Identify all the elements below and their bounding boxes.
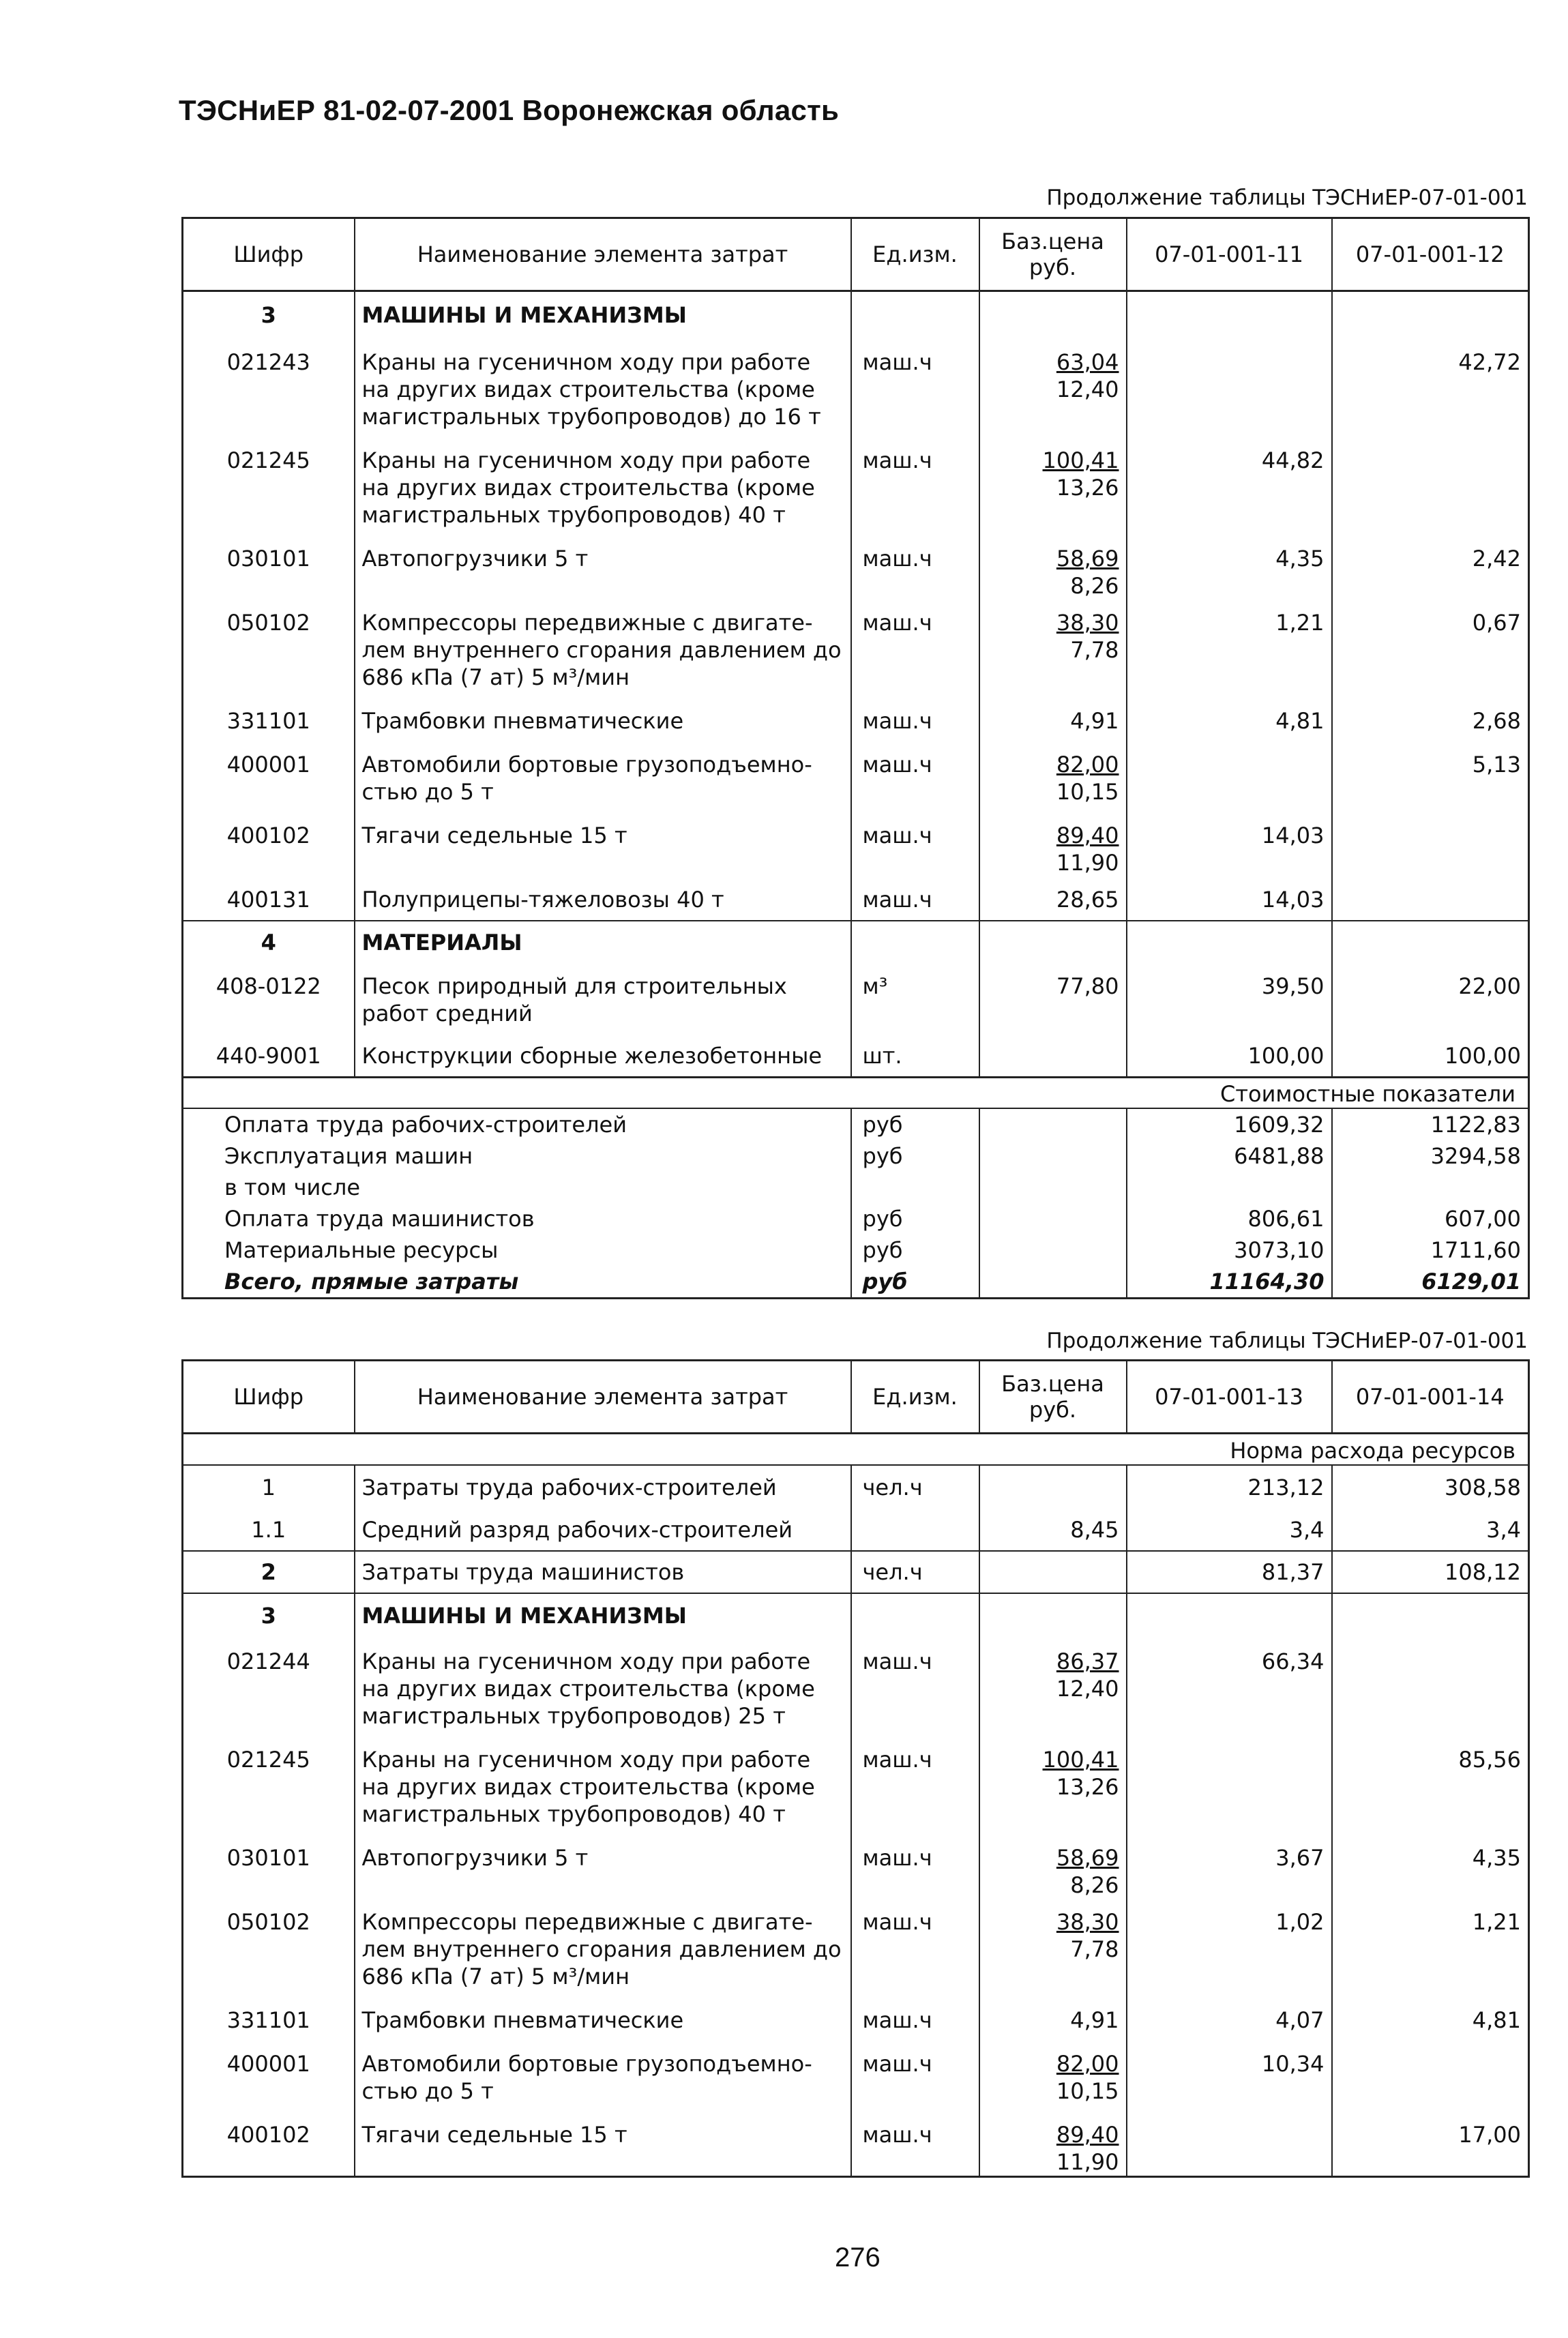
row-code: 400102 (226, 822, 310, 848)
header-col-a: 07-01-001-13 (1127, 1361, 1332, 1434)
table-row (183, 600, 1529, 698)
row-code: 021245 (226, 1746, 310, 1773)
row-code: 1.1 (251, 1516, 286, 1543)
row-unit: маш.ч (851, 1638, 979, 1736)
row-price (979, 1551, 1127, 1593)
cost-price (979, 1108, 1127, 1140)
section-row (183, 291, 1529, 339)
row-price: 89,40 (1056, 822, 1119, 848)
table-row (183, 535, 1529, 600)
section-number: 4 (183, 921, 355, 964)
row-name: Автопогрузчики 5 т (355, 535, 851, 600)
row-name: Краны на гусеничном ходу при работе на других видах строительства (кроме магистральных трубопроводов) до 16 т (355, 339, 851, 437)
row-price-secondary: 8,26 (1070, 572, 1119, 599)
table-row (183, 812, 1529, 876)
row-value-a: 66,34 (1127, 1638, 1332, 1736)
row-price-secondary: 13,26 (1056, 1773, 1119, 1800)
row-price-cell (979, 535, 1127, 600)
row-unit: маш.ч (851, 1997, 979, 2041)
table-row (183, 1638, 1529, 1736)
row-name: Песок природный для строительных работ средний (355, 964, 851, 1034)
cost-unit: руб (851, 1140, 979, 1172)
cost-unit: руб (851, 1234, 979, 1266)
row-price-secondary: 12,40 (1056, 376, 1119, 402)
row-price-cell (979, 339, 1127, 437)
table2-machines-body (183, 1638, 1529, 2177)
row-price-secondary: 10,15 (1056, 2077, 1119, 2104)
cost-unit: руб (851, 1203, 979, 1234)
cost-name: Оплата труда машинистов (224, 1206, 535, 1232)
section-title: МАШИНЫ И МЕХАНИЗМЫ (355, 1593, 851, 1638)
row-value-b: 4,35 (1332, 1835, 1529, 1899)
row-price: 8,45 (979, 1508, 1127, 1551)
row-value-b: 3,4 (1332, 1508, 1529, 1551)
table-row (183, 1997, 1529, 2041)
table-row (183, 1899, 1529, 1997)
cost-price (979, 1234, 1127, 1266)
row-name: Автомобили бортовые грузоподъемно-стью до 5 т (355, 2041, 851, 2112)
row-value-a: 4,07 (1127, 1997, 1332, 2041)
section-title: МАТЕРИАЛЫ (355, 921, 851, 964)
row-value-a: 1,21 (1127, 600, 1332, 698)
cost-price (979, 1203, 1127, 1234)
table-row (183, 1465, 1529, 1508)
cost-unit: руб (851, 1108, 979, 1140)
row-value-b (1332, 812, 1529, 876)
cost-unit (851, 1172, 979, 1203)
table-row (183, 1736, 1529, 1835)
row-price: 82,00 (1056, 2050, 1119, 2077)
row-code: 400131 (226, 886, 310, 913)
row-price-cell (979, 812, 1127, 876)
norm-label-row (183, 1434, 1529, 1465)
row-unit: маш.ч (851, 535, 979, 600)
header-col-a: 07-01-001-11 (1127, 218, 1332, 291)
cost-row (183, 1234, 1529, 1266)
row-price: 28,65 (1056, 886, 1119, 913)
row-value-b: 4,81 (1332, 1997, 1529, 2041)
cost-row (183, 1203, 1529, 1234)
row-code: 331101 (226, 2007, 310, 2033)
row-price: 38,30 (1056, 1908, 1119, 1935)
row-price-cell (979, 2112, 1127, 2177)
row-price-cell (979, 437, 1127, 535)
cost-value-b (1332, 1172, 1529, 1203)
row-value-a: 39,50 (1127, 964, 1332, 1034)
row-price: 4,91 (1070, 2007, 1119, 2033)
row-price-cell (979, 1899, 1127, 1997)
table-row (183, 339, 1529, 437)
row-unit: маш.ч (851, 698, 979, 741)
row-unit: м³ (851, 964, 979, 1034)
page-title: ТЭСНиЕР 81-02-07-2001 Воронежская область (179, 94, 840, 126)
cost-value-a (1127, 1172, 1332, 1203)
row-unit: маш.ч (851, 2041, 979, 2112)
header-price: Баз.цена руб. (979, 218, 1127, 291)
row-price-cell (979, 1997, 1127, 2041)
row-unit: маш.ч (851, 812, 979, 876)
row-name: Тягачи седельные 15 т (355, 812, 851, 876)
row-price-secondary: 7,78 (1070, 636, 1119, 663)
norm-label: Норма расхода ресурсов (183, 1434, 1529, 1465)
row-name: Тягачи седельные 15 т (355, 2112, 851, 2177)
cost-value-a: 3073,10 (1127, 1234, 1332, 1266)
row-code: 050102 (226, 1908, 310, 1935)
row-unit: маш.ч (851, 876, 979, 921)
table-row (183, 1508, 1529, 1551)
table-row (183, 437, 1529, 535)
row-value-b: 0,67 (1332, 600, 1529, 698)
cost-value-a: 11164,30 (1127, 1266, 1332, 1299)
row-value-a: 14,03 (1127, 812, 1332, 876)
row-code: 050102 (226, 609, 310, 636)
header-unit: Ед.изм. (851, 218, 979, 291)
table-header-row (183, 218, 1529, 291)
row-price-secondary: 10,15 (1056, 778, 1119, 805)
cost-value-a: 1609,32 (1127, 1108, 1332, 1140)
row-value-b (1332, 876, 1529, 921)
row-price: 77,80 (979, 964, 1127, 1034)
row-price-cell (979, 876, 1127, 921)
machinist-labor-row (183, 1551, 1529, 1593)
row-unit (851, 1508, 979, 1551)
row-unit: чел.ч (851, 1551, 979, 1593)
table2-labor-body (183, 1465, 1529, 1551)
row-price-cell (979, 1835, 1127, 1899)
row-price: 86,37 (1056, 1648, 1119, 1674)
row-price-secondary: 7,78 (1070, 1936, 1119, 1962)
row-price: 82,00 (1056, 751, 1119, 778)
row-value-b: 17,00 (1332, 2112, 1529, 2177)
table1-continuation-label: Продолжение таблицы ТЭСНиЕР-07-01-001 (1046, 186, 1528, 210)
row-value-b: 108,12 (1332, 1551, 1529, 1593)
cost-value-b: 607,00 (1332, 1203, 1529, 1234)
row-name: Затраты труда машинистов (355, 1551, 851, 1593)
row-unit: маш.ч (851, 1899, 979, 1997)
row-name: Краны на гусеничном ходу при работе на других видах строительства (кроме магистральных трубопроводов) 25 т (355, 1638, 851, 1736)
section-number: 3 (183, 291, 355, 339)
row-name: Полуприцепы-тяжеловозы 40 т (355, 876, 851, 921)
row-unit: маш.ч (851, 437, 979, 535)
table1-machines-body (183, 339, 1529, 921)
row-name: Автопогрузчики 5 т (355, 1835, 851, 1899)
cost-unit: руб (851, 1266, 979, 1299)
header-name: Наименование элемента затрат (355, 1361, 851, 1434)
row-name: Компрессоры передвижные с двигате-лем внутреннего сгорания давлением до 686 кПа (7 ат) 5 м³/мин (355, 600, 851, 698)
row-value-a: 3,4 (1127, 1508, 1332, 1551)
row-value-a: 1,02 (1127, 1899, 1332, 1997)
row-price-cell (979, 600, 1127, 698)
table-row (183, 1034, 1529, 1078)
row-price: 58,69 (1056, 1844, 1119, 1871)
table-row (183, 964, 1529, 1034)
row-value-a: 213,12 (1127, 1465, 1332, 1508)
cost-price (979, 1266, 1127, 1299)
section-row (183, 921, 1529, 964)
header-price: Баз.цена руб. (979, 1361, 1127, 1434)
row-unit: шт. (851, 1034, 979, 1078)
row-price: 4,91 (1070, 707, 1119, 734)
row-value-b: 2,42 (1332, 535, 1529, 600)
row-price-cell (979, 1638, 1127, 1736)
row-price-secondary: 12,40 (1056, 1675, 1119, 1702)
row-code: 408-0122 (216, 973, 321, 999)
cost-name: Эксплуатация машин (224, 1143, 473, 1169)
section-title: МАШИНЫ И МЕХАНИЗМЫ (355, 291, 851, 339)
row-name: Трамбовки пневматические (355, 698, 851, 741)
row-value-a: 4,35 (1127, 535, 1332, 600)
row-value-b: 308,58 (1332, 1465, 1529, 1508)
row-value-b: 85,56 (1332, 1736, 1529, 1835)
row-value-b: 5,13 (1332, 741, 1529, 812)
header-unit: Ед.изм. (851, 1361, 979, 1434)
cost-price (979, 1172, 1127, 1203)
row-price: 100,41 (1042, 447, 1119, 473)
row-code: 030101 (226, 545, 310, 572)
row-value-a: 3,67 (1127, 1835, 1332, 1899)
cost-value-b: 6129,01 (1332, 1266, 1529, 1299)
cost-value-b: 1122,83 (1332, 1108, 1529, 1140)
table1-costs-body (183, 1108, 1529, 1299)
row-value-b: 2,68 (1332, 698, 1529, 741)
row-name: Конструкции сборные железобетонные (355, 1034, 851, 1078)
cost-value-a: 806,61 (1127, 1203, 1332, 1234)
table-row (183, 2112, 1529, 2177)
row-code: 1 (183, 1465, 355, 1508)
row-code: 440-9001 (216, 1042, 321, 1069)
row-value-b (1332, 2041, 1529, 2112)
cost-name: Всего, прямые затраты (224, 1269, 519, 1294)
table-row (183, 741, 1529, 812)
row-name: Краны на гусеничном ходу при работе на других видах строительства (кроме магистральных трубопроводов) 40 т (355, 1736, 851, 1835)
table-row (183, 876, 1529, 921)
table-row (183, 698, 1529, 741)
resource-table-1 (181, 217, 1530, 1299)
row-name: Затраты труда рабочих-строителей (355, 1465, 851, 1508)
section-row (183, 1593, 1529, 1638)
cost-value-b: 3294,58 (1332, 1140, 1529, 1172)
row-unit: маш.ч (851, 1835, 979, 1899)
row-price-secondary: 11,90 (1056, 2148, 1119, 2175)
cost-name: в том числе (224, 1174, 360, 1200)
cost-row (183, 1172, 1529, 1203)
cost-label: Стоимостные показатели (183, 1077, 1529, 1108)
cost-name: Материальные ресурсы (224, 1237, 499, 1263)
row-value-b (1332, 437, 1529, 535)
cost-name: Оплата труда рабочих-строителей (224, 1112, 627, 1138)
cost-row (183, 1266, 1529, 1299)
row-code: 2 (183, 1551, 355, 1593)
cost-value-a: 6481,88 (1127, 1140, 1332, 1172)
cost-price (979, 1140, 1127, 1172)
cost-value-b: 1711,60 (1332, 1234, 1529, 1266)
row-code: 400102 (226, 2121, 310, 2148)
header-col-b: 07-01-001-12 (1332, 218, 1529, 291)
row-price (979, 1465, 1127, 1508)
row-value-b (1332, 1638, 1529, 1736)
row-unit: чел.ч (851, 1465, 979, 1508)
row-code: 021244 (226, 1648, 310, 1674)
row-name: Автомобили бортовые грузоподъемно-стью до 5 т (355, 741, 851, 812)
row-code: 021243 (226, 349, 310, 375)
row-value-a: 44,82 (1127, 437, 1332, 535)
resource-table-2 (181, 1359, 1530, 2178)
row-unit: маш.ч (851, 741, 979, 812)
cost-row (183, 1108, 1529, 1140)
row-price-secondary: 11,90 (1056, 849, 1119, 876)
row-value-a: 14,03 (1127, 876, 1332, 921)
table-header-row (183, 1361, 1529, 1434)
row-unit: маш.ч (851, 600, 979, 698)
row-value-a: 4,81 (1127, 698, 1332, 741)
row-name: Компрессоры передвижные с двигате-лем внутреннего сгорания давлением до 686 кПа (7 ат) 5 м³/мин (355, 1899, 851, 1997)
row-value-b: 1,21 (1332, 1899, 1529, 1997)
table-row (183, 2041, 1529, 2112)
row-price-secondary: 13,26 (1056, 474, 1119, 501)
row-unit: маш.ч (851, 1736, 979, 1835)
row-value-b: 42,72 (1332, 339, 1529, 437)
cost-label-row (183, 1077, 1529, 1108)
row-name: Средний разряд рабочих-строителей (355, 1508, 851, 1551)
row-price: 89,40 (1056, 2121, 1119, 2148)
row-value-a (1127, 1736, 1332, 1835)
row-price (979, 1034, 1127, 1078)
row-value-b: 22,00 (1332, 964, 1529, 1034)
row-value-a (1127, 741, 1332, 812)
row-unit: маш.ч (851, 2112, 979, 2177)
row-value-a (1127, 339, 1332, 437)
header-code: Шифр (183, 1361, 355, 1434)
row-name: Трамбовки пневматические (355, 1997, 851, 2041)
row-unit: маш.ч (851, 339, 979, 437)
row-code: 331101 (226, 707, 310, 734)
row-price: 100,41 (1042, 1746, 1119, 1773)
row-code: 400001 (226, 2050, 310, 2077)
section-number: 3 (183, 1593, 355, 1638)
row-price: 38,30 (1056, 609, 1119, 636)
table1-materials-body (183, 964, 1529, 1078)
header-code: Шифр (183, 218, 355, 291)
row-price-secondary: 8,26 (1070, 1871, 1119, 1898)
row-value-a: 100,00 (1127, 1034, 1332, 1078)
page-number: 276 (835, 2243, 881, 2273)
table2-continuation-label: Продолжение таблицы ТЭСНиЕР-07-01-001 (1046, 1329, 1528, 1353)
row-price-cell (979, 2041, 1127, 2112)
row-price-cell (979, 1736, 1127, 1835)
row-value-b: 100,00 (1332, 1034, 1529, 1078)
row-price: 63,04 (1056, 349, 1119, 375)
row-price-cell (979, 741, 1127, 812)
header-name: Наименование элемента затрат (355, 218, 851, 291)
row-value-a: 81,37 (1127, 1551, 1332, 1593)
row-value-a: 10,34 (1127, 2041, 1332, 2112)
row-name: Краны на гусеничном ходу при работе на других видах строительства (кроме магистральных трубопроводов) 40 т (355, 437, 851, 535)
table-row (183, 1835, 1529, 1899)
row-code: 030101 (226, 1844, 310, 1871)
cost-row (183, 1140, 1529, 1172)
row-price: 58,69 (1056, 545, 1119, 572)
row-value-a (1127, 2112, 1332, 2177)
header-col-b: 07-01-001-14 (1332, 1361, 1529, 1434)
row-code: 400001 (226, 751, 310, 778)
row-price-cell (979, 698, 1127, 741)
row-code: 021245 (226, 447, 310, 473)
